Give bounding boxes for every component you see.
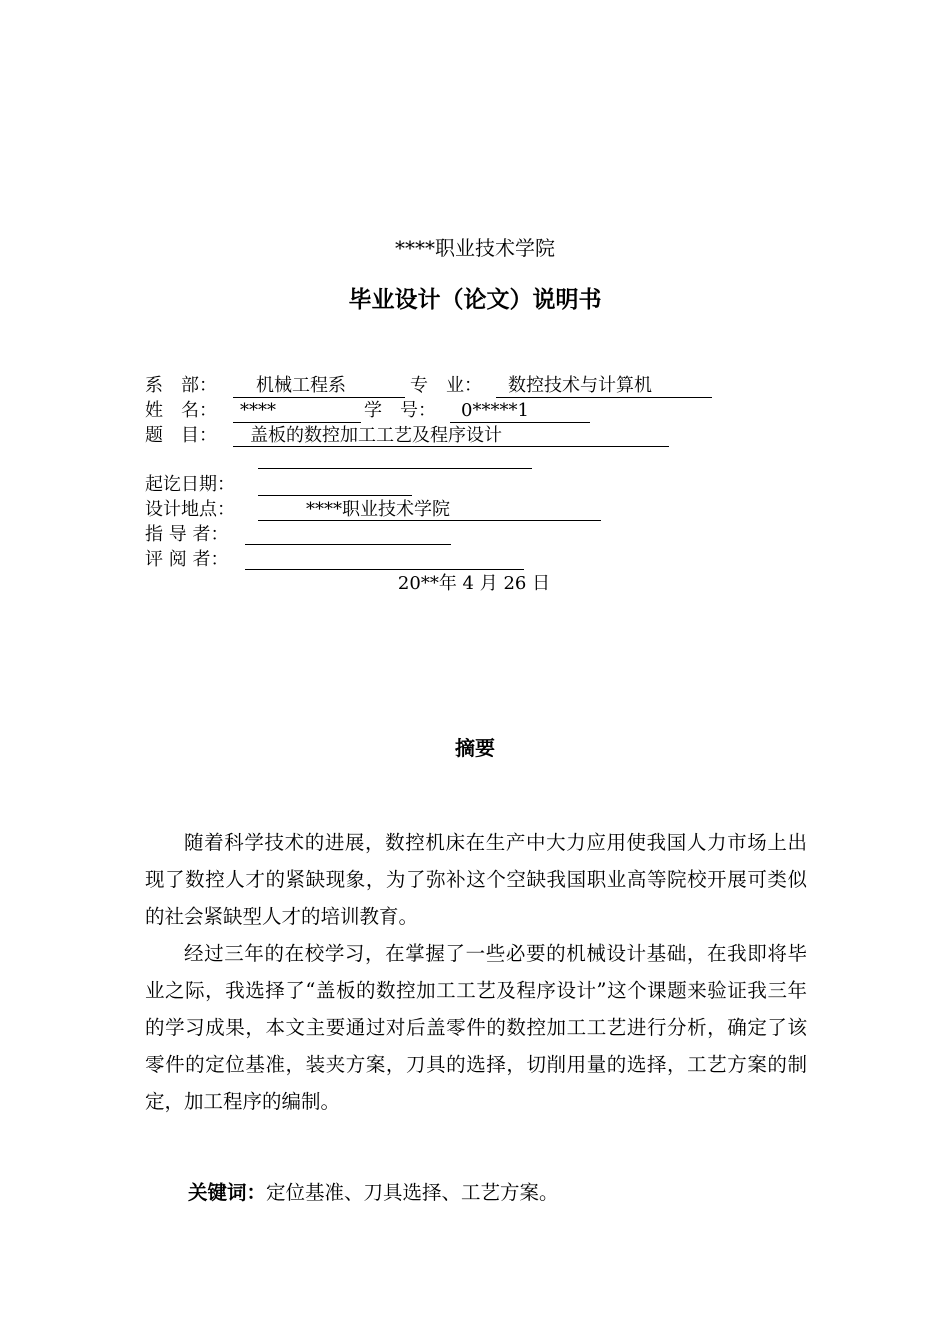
reviewer-underline	[245, 569, 524, 570]
location-label: 设计地点：	[145, 499, 235, 520]
school-name: ****职业技术学院	[395, 236, 555, 260]
department-label: 系 部：	[145, 375, 217, 396]
department-value: 机械工程系	[256, 375, 346, 396]
student-id-value: 0*****1	[461, 400, 529, 421]
date-range-underline	[258, 495, 412, 496]
major-label: 专 业：	[410, 375, 482, 396]
document-title: 毕业设计（论文）说明书	[348, 287, 602, 313]
abstract-paragraph-2: 经过三年的在校学习，在掌握了一些必要的机械设计基础，在我即将毕业之际，我选择了“盖板的数控加工工艺及程序设计”这个课题来验证我三年的学习成果，本文主要通过对后盖零件的数控加工工艺进行分析，确定了该零件的定位基准，装夹方案，刀具的选择，切削用量的选择，工艺方案的制定，加工程序的编制。	[145, 942, 807, 1113]
reviewer-label: 评 阅 者：	[145, 549, 229, 570]
major-value: 数控技术与计算机	[508, 375, 652, 396]
topic-label: 题 目：	[145, 425, 217, 446]
date-range-label: 起讫日期：	[145, 474, 235, 495]
advisor-underline	[245, 544, 451, 545]
name-value: ****	[240, 400, 276, 421]
name-label: 姓 名：	[145, 400, 217, 421]
keywords-label: 关键词：	[188, 1181, 267, 1204]
submission-date: 20**年 4 月 26 日	[397, 573, 551, 594]
topic-continuation-underline	[258, 468, 532, 469]
student-id-label: 学 号：	[364, 400, 436, 421]
topic-value: 盖板的数控加工工艺及程序设计	[250, 425, 502, 446]
keywords-line	[188, 1178, 559, 1208]
keywords-value: 定位基准、刀具选择、工艺方案。	[266, 1181, 559, 1204]
abstract-heading: 摘要	[455, 736, 495, 760]
advisor-label: 指 导 者：	[145, 524, 229, 545]
abstract-paragraph-1: 随着科学技术的进展，数控机床在生产中大力应用使我国人力市场上出现了数控人才的紧缺现象，为了弥补这个空缺我国职业高等院校开展可类似的社会紧缺型人才的培训教育。	[145, 831, 807, 928]
location-value: ****职业技术学院	[306, 499, 450, 520]
